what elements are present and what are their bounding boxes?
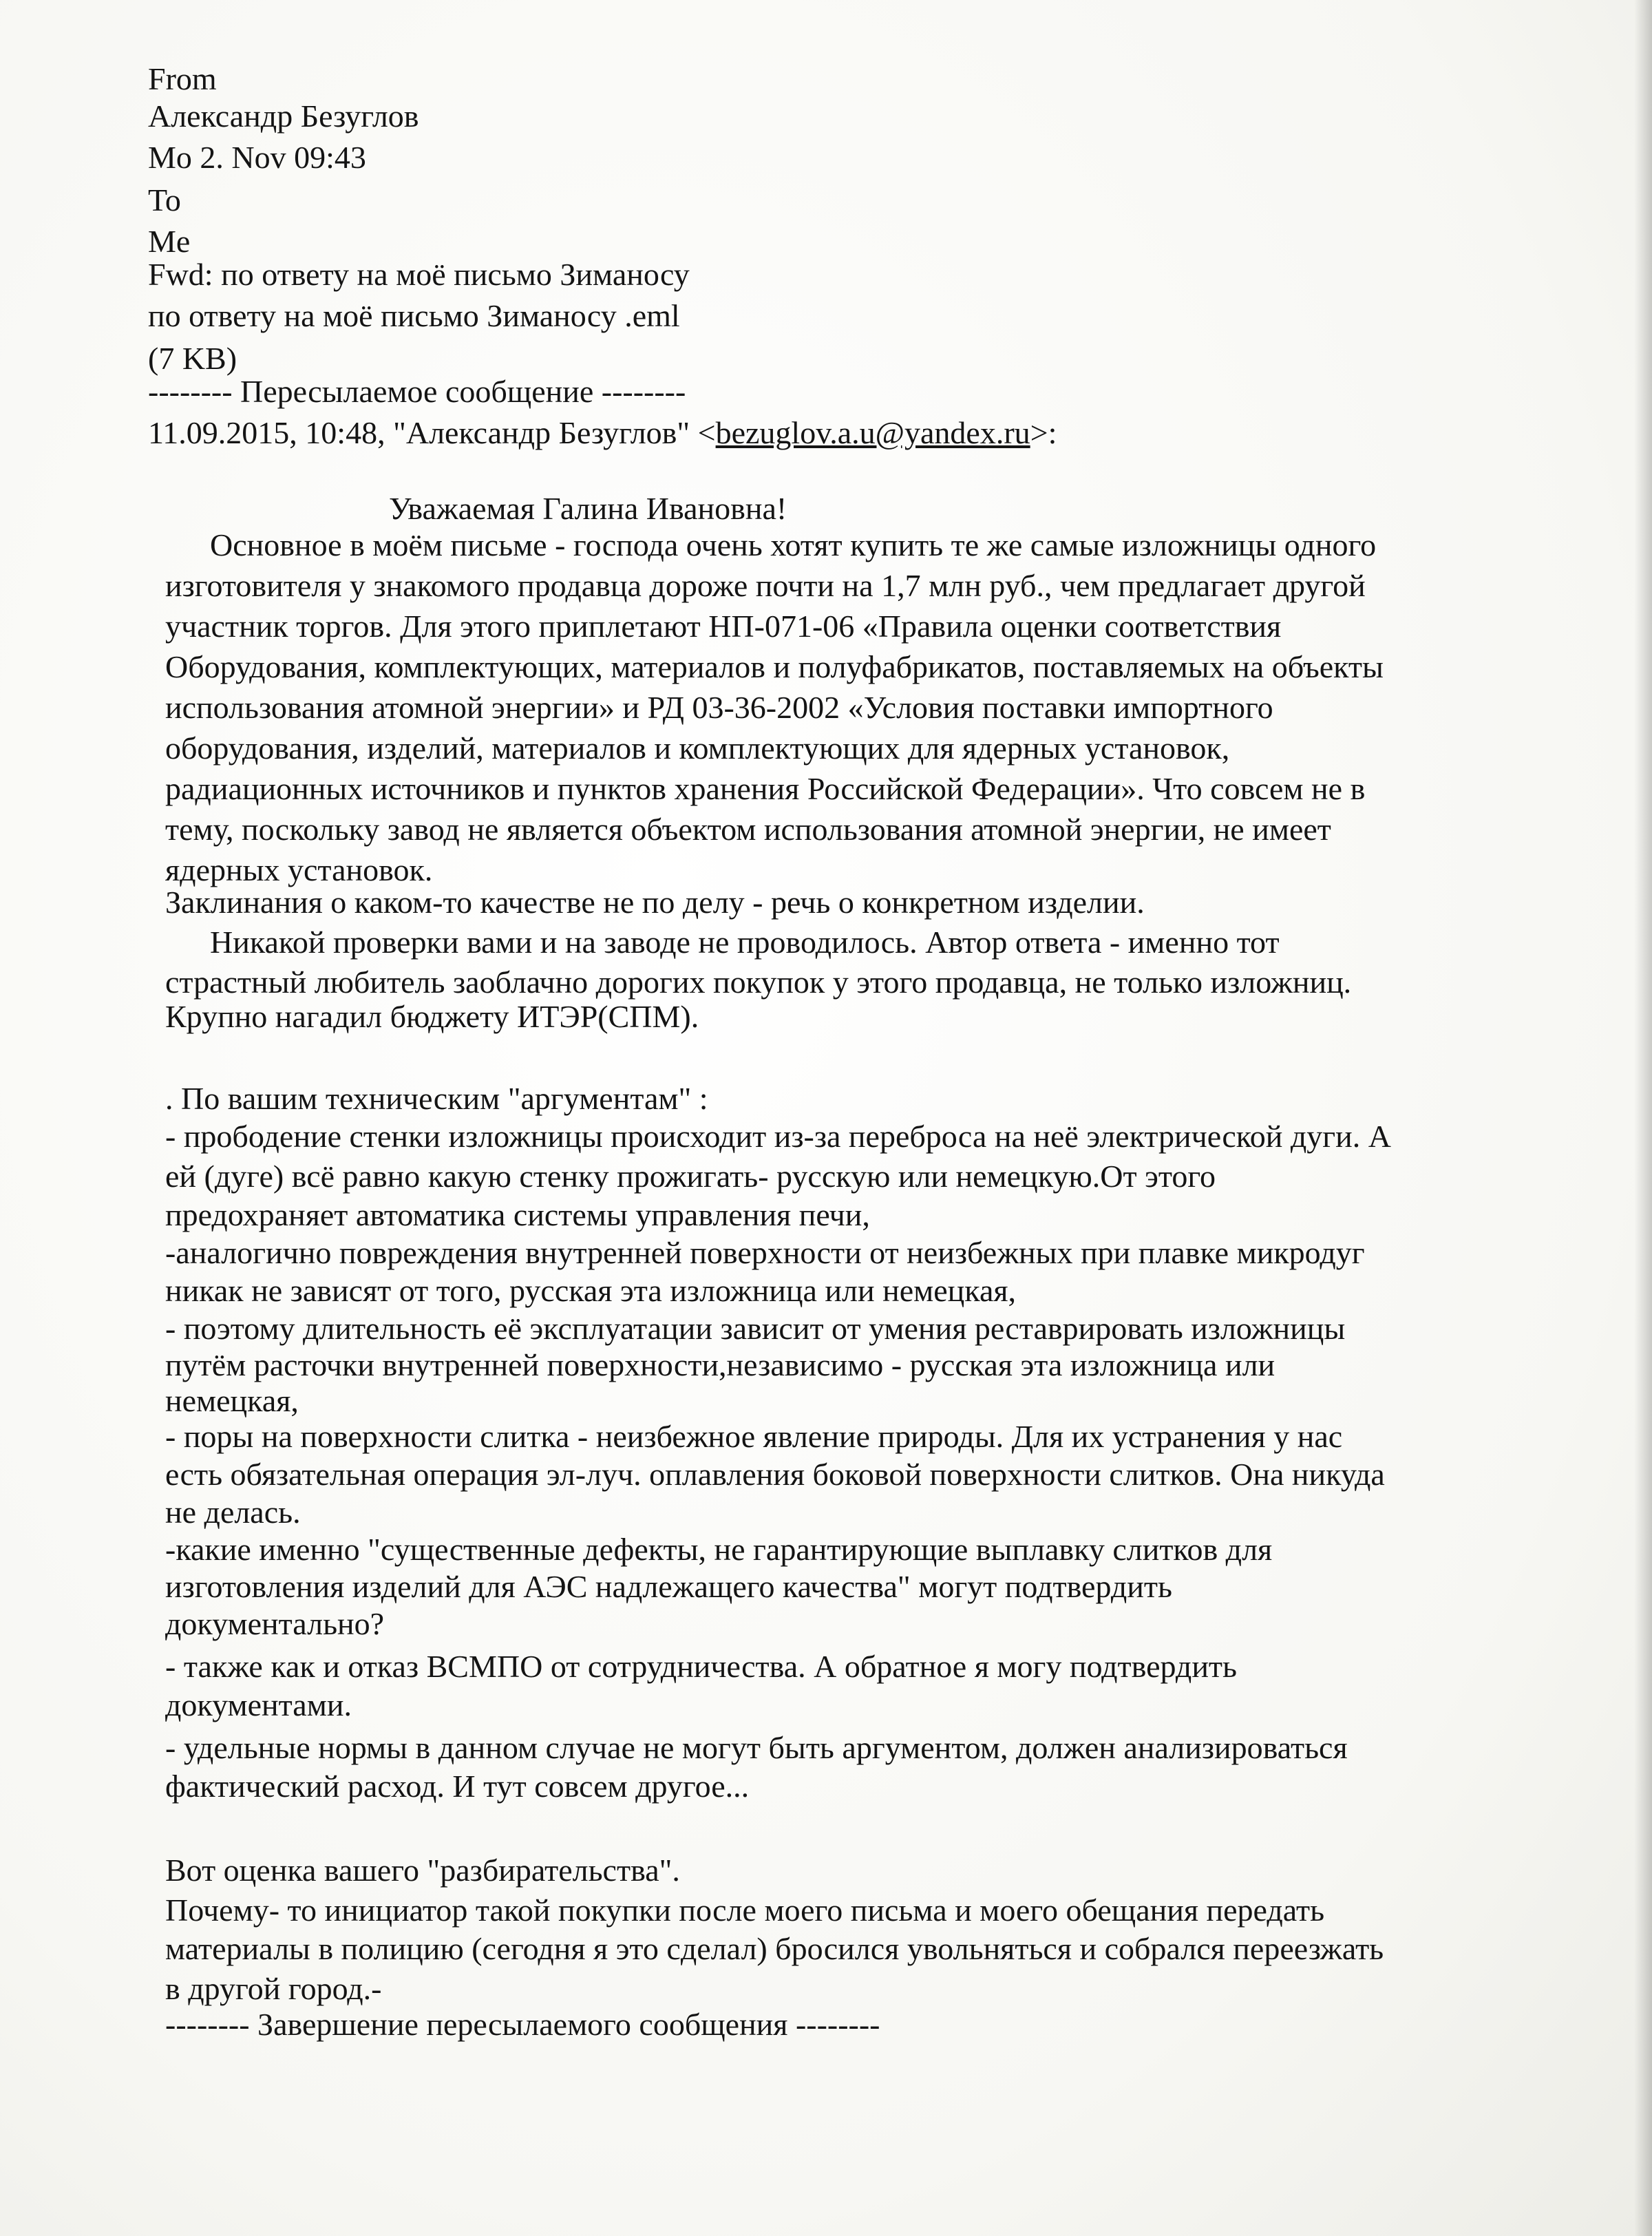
body-line: немецкая, xyxy=(165,1383,299,1418)
body-line: - также как и отказ ВСМПО от сотрудничества. А обратное я могу подтвердить xyxy=(165,1649,1238,1684)
greeting: Уважаемая Галина Ивановна! xyxy=(389,491,787,526)
body-line: Заклинания о каком-то качестве не по делу - речь о конкретном изделии. xyxy=(165,885,1145,920)
body-line: Крупно нагадил бюджету ИТЭР(СПМ). xyxy=(165,999,699,1034)
body-line: Никакой проверки вами и на заводе не проводилось. Автор ответа - именно тот xyxy=(210,925,1280,960)
body-line: материалы в полицию (сегодня я это сделал) бросился увольняться и собрался переезжать xyxy=(165,1931,1384,1966)
body-line: предохраняет автоматика системы управления печи, xyxy=(165,1197,870,1232)
forward-meta-suffix: >: xyxy=(1030,415,1057,450)
body-line: не делась. xyxy=(165,1495,301,1530)
body-line: фактический расход. И тут совсем другое... xyxy=(165,1769,750,1804)
body-line: - поры на поверхности слитка - неизбежное явление природы. Для их устранения у нас xyxy=(165,1419,1343,1454)
attachment-size: (7 KB) xyxy=(148,341,237,376)
sender-email-link[interactable]: bezuglov.a.u@yandex.ru xyxy=(715,415,1030,450)
body-line: оборудования, изделий, материалов и комплектующих для ядерных установок, xyxy=(165,730,1230,766)
forward-meta-prefix: 11.09.2015, 10:48, "Александр Безуглов" < xyxy=(148,415,716,450)
body-line: -аналогично повреждения внутренней поверхности от неизбежных при плавке микродуг xyxy=(165,1235,1365,1270)
body-line: в другой город.- xyxy=(165,1971,382,2006)
forward-end-marker: -------- Завершение пересылаемого сообщения -------- xyxy=(165,2007,880,2042)
body-line: путём расточки внутренней поверхности,независимо - русская эта изложница или xyxy=(165,1347,1275,1382)
to-name: Me xyxy=(148,224,191,259)
forward-meta xyxy=(148,413,1057,453)
body-line: никак не зависят от того, русская эта изложница или немецкая, xyxy=(165,1273,1017,1308)
body-line: документами. xyxy=(165,1687,352,1722)
from-label: From xyxy=(148,61,217,96)
body-line: ей (дуге) всё равно какую стенку прожигать- русскую или немецкую.От этого xyxy=(165,1159,1216,1194)
body-line: - поэтому длительность её эксплуатации зависит от умения реставрировать изложницы xyxy=(165,1311,1346,1346)
body-line: - удельные нормы в данном случае не могут быть аргументом, должен анализироваться xyxy=(165,1730,1348,1765)
body-line: страстный любитель заоблачно дорогих покупок у этого продавца, не только изложниц. xyxy=(165,964,1352,1000)
page-edge-shadow xyxy=(1634,0,1652,2236)
body-line: Оборудования, комплектующих, материалов и полуфабрикатов, поставляемых на объекты xyxy=(165,649,1384,684)
to-label: To xyxy=(148,182,181,218)
body-line: изготовления изделий для АЭС надлежащего качества" могут подтвердить xyxy=(165,1569,1172,1604)
body-line: участник торгов. Для этого приплетают НП-071-06 «Правила оценки соответствия xyxy=(165,609,1282,644)
body-line: документально? xyxy=(165,1606,385,1641)
body-line: Вот оценка вашего "разбирательства". xyxy=(165,1853,680,1888)
forward-start-marker: -------- Пересылаемое сообщение -------- xyxy=(148,374,686,409)
body-line: Основное в моём письме - господа очень хотят купить те же самые изложницы одного xyxy=(210,527,1377,562)
body-line: использования атомной энергии» и РД 03-36-2002 «Условия поставки импортного xyxy=(165,690,1273,725)
message-date: Mo 2. Nov 09:43 xyxy=(148,140,366,175)
body-line: есть обязательная операция эл-луч. оплавления боковой поверхности слитков. Она никуда xyxy=(165,1457,1385,1492)
body-line: - прободение стенки изложницы происходит из-за переброса на неё электрической дуги. А xyxy=(165,1119,1391,1154)
from-name: Александр Безуглов xyxy=(148,98,419,134)
body-line: радиационных источников и пунктов хранения Российской Федерации». Что совсем не в xyxy=(165,771,1366,806)
subject-line: Fwd: по ответу на моё письмо Зиманосу xyxy=(148,257,690,292)
body-line: изготовителя у знакомого продавца дороже почти на 1,7 млн руб., чем предлагает другой xyxy=(165,568,1366,603)
body-line: . По вашим техническим "аргументам" : xyxy=(165,1081,708,1116)
attachment-name: по ответу на моё письмо Зиманосу .eml xyxy=(148,298,680,333)
body-line: тему, поскольку завод не является объектом использования атомной энергии, не имеет xyxy=(165,812,1331,847)
body-line: Почему- то инициатор такой покупки после моего письма и моего обещания передать xyxy=(165,1892,1325,1928)
body-line: ядерных установок. xyxy=(165,852,433,887)
body-line: -какие именно "существенные дефекты, не гарантирующие выплавку слитков для xyxy=(165,1532,1273,1567)
